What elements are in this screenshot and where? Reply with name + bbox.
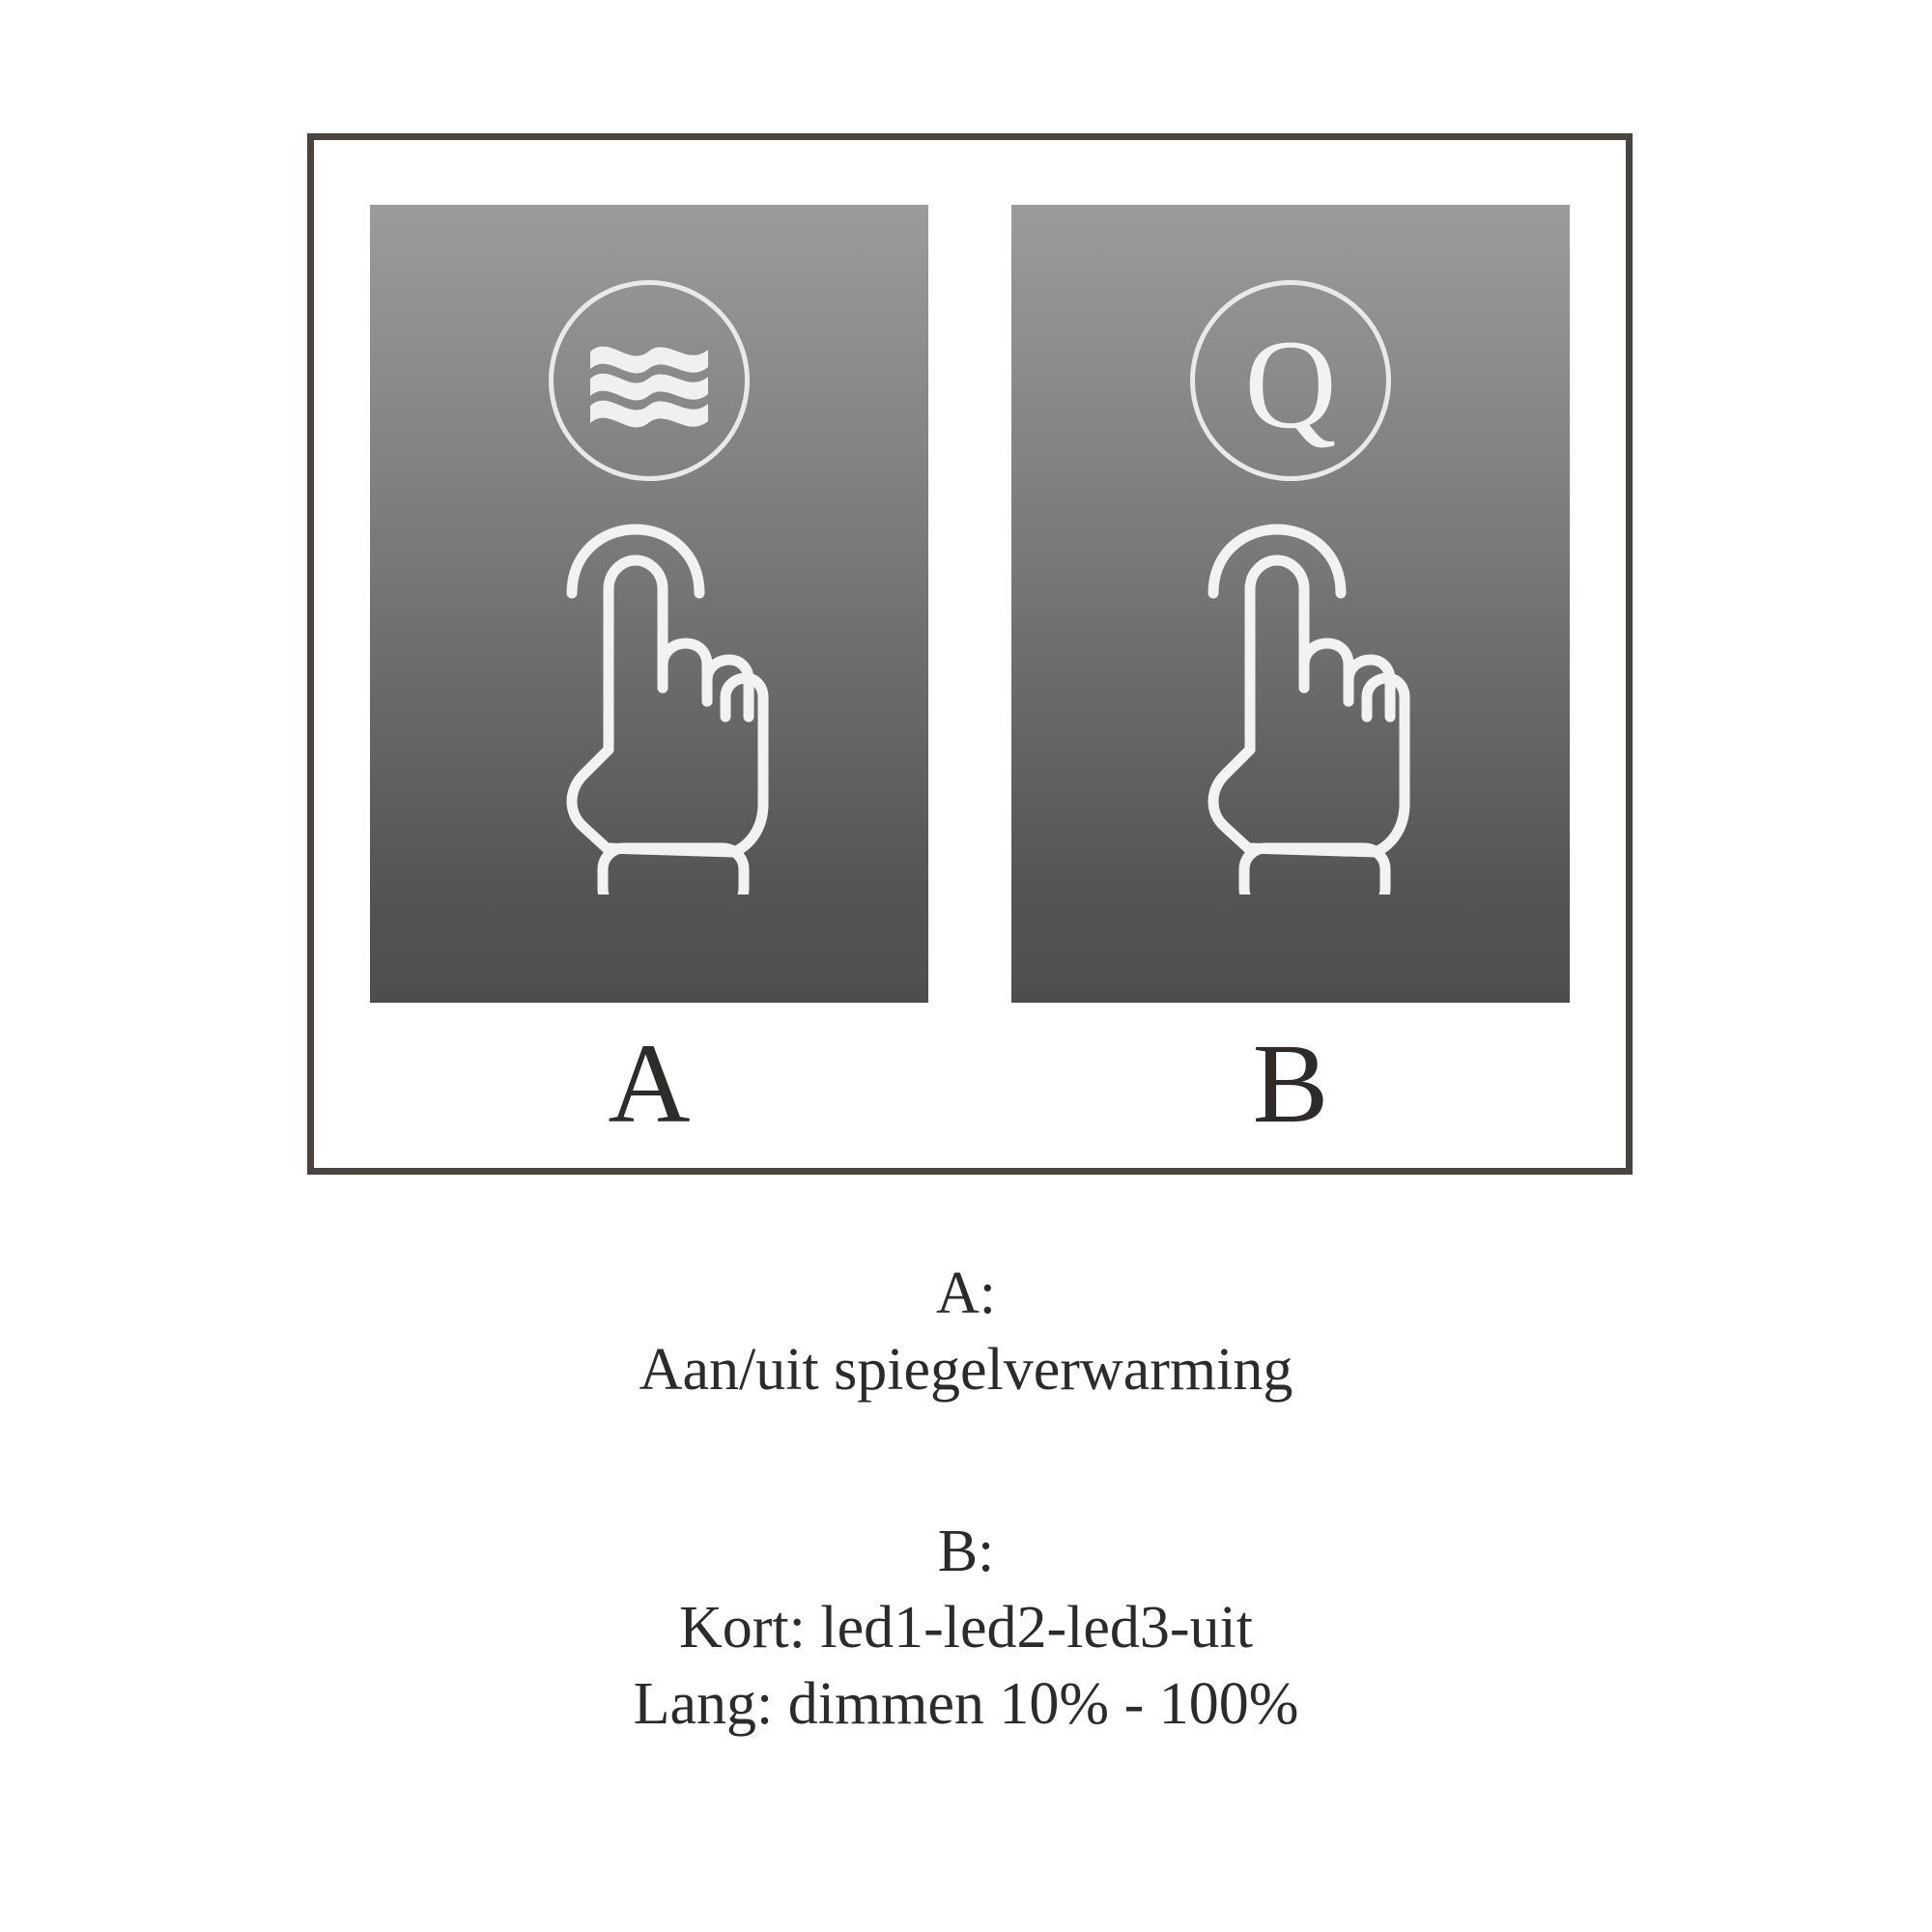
- letter-q-glyph: Q: [1244, 313, 1337, 455]
- touch-hand-icon-a: [504, 508, 794, 914]
- caption-a-text: Aan/uit spiegelverwarming: [639, 1337, 1293, 1404]
- touch-panel-a[interactable]: [370, 205, 928, 1003]
- caption-spacer: [0, 1409, 1932, 1514]
- caption-b-line-2: Lang: dimmen 10% - 100%: [633, 1671, 1299, 1738]
- panel-label-a: A: [608, 1020, 691, 1147]
- diagram-frame: [307, 133, 1633, 1175]
- caption-a-key: A:: [936, 1261, 996, 1326]
- caption-a: [0, 1256, 1932, 1409]
- panel-group-a: [370, 205, 928, 1147]
- caption-block: [0, 1256, 1932, 1744]
- panel-group-b: [1011, 205, 1570, 1147]
- caption-b: [0, 1514, 1932, 1744]
- caption-b-key: B:: [937, 1518, 995, 1584]
- touch-panel-b[interactable]: [1011, 205, 1570, 1003]
- caption-b-line-1: Kort: led1-led2-led3-uit: [679, 1595, 1253, 1662]
- heat-waves-icon: [549, 280, 750, 481]
- panel-row: [314, 140, 1626, 1168]
- panel-label-b: B: [1252, 1020, 1329, 1147]
- touch-hand-icon-b: [1146, 508, 1435, 914]
- letter-q-icon: [1190, 280, 1391, 481]
